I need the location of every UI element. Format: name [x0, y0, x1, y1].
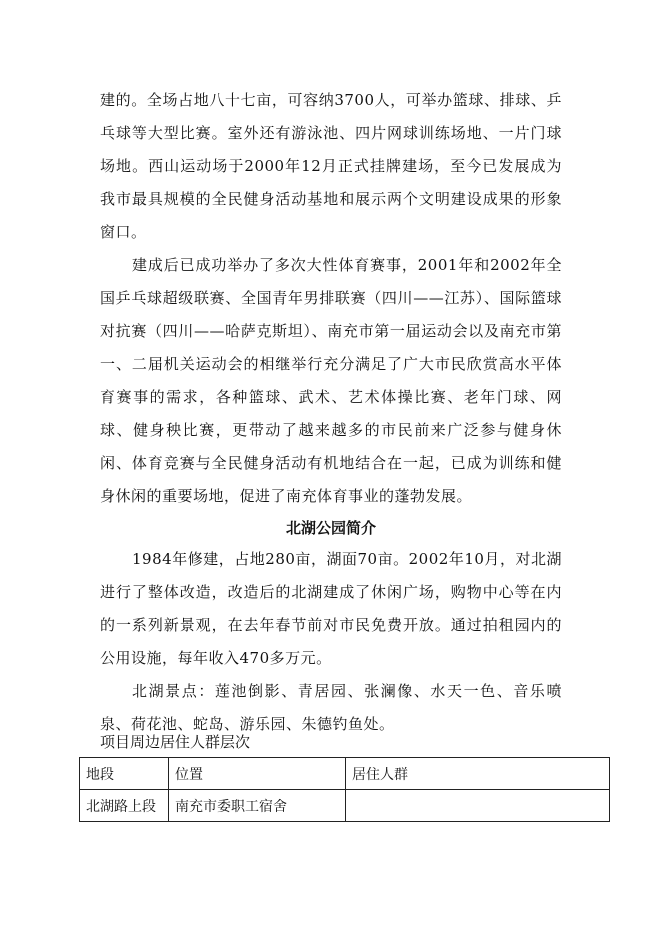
- table-row: [80, 790, 610, 822]
- table-cell: 南充市委职工宿舍: [169, 790, 346, 822]
- paragraph-stadium-intro: 建的。全场占地八十七亩，可容纳3700人，可举办篮球、排球、乒乓球等大型比赛。室外还有游泳池、四片网球训练场地、一片门球场地。西山运动场于2000年12月正式挂牌建场，至今已发展成为我市最具规模的全民健身活动基地和展示两个文明建设成果的形象窗口。: [100, 91, 562, 241]
- document-body: [100, 84, 562, 741]
- table-cell: [346, 790, 610, 822]
- paragraph-beihu-history: 1984年修建，占地280亩，湖面70亩。2002年10月，对北湖进行了整体改造，改造后的北湖建成了休闲广场，购物中心等在内的一系列新景观，在去年春节前对市民免费开放。通过拍租园内的公用设施，每年收入470多万元。: [100, 550, 562, 667]
- table-cell: 北湖路上段: [80, 790, 169, 822]
- table-caption: 项目周边居住人群层次: [100, 733, 251, 751]
- table-header-row: [80, 758, 610, 790]
- table-header-cell: 地段: [80, 758, 169, 790]
- table-header-cell: 居住人群: [346, 758, 610, 790]
- paragraph-stadium-events: 建成后已成功举办了多次大性体育赛事，2001年和2002年全国乒乓球超级联赛、全国青年男排联赛（四川——江苏）、国际篮球对抗赛（四川——哈萨克斯坦）、南充市第一届运动会以及南充市第一、二届机关运动会的相继举行充分满足了广大市民欣赏高水平体育赛事的需求，各种篮球、武术、艺术体操比赛、老年门球、网球、健身秧比赛，更带动了越来越多的市民前来广泛参与健身休闲、体育竞赛与全民健身活动有机地结合在一起，已成为训练和健身休闲的重要场地，促进了南充体育事业的蓬勃发展。: [100, 256, 562, 505]
- residents-table: [79, 757, 610, 822]
- table-header-cell: 位置: [169, 758, 346, 790]
- section-title-beihu-park: 北湖公园简介: [285, 519, 376, 537]
- paragraph-beihu-scenic-spots: 北湖景点：莲池倒影、青居园、张澜像、水天一色、音乐喷泉、荷花池、蛇岛、游乐园、朱德钓鱼处。: [100, 682, 562, 733]
